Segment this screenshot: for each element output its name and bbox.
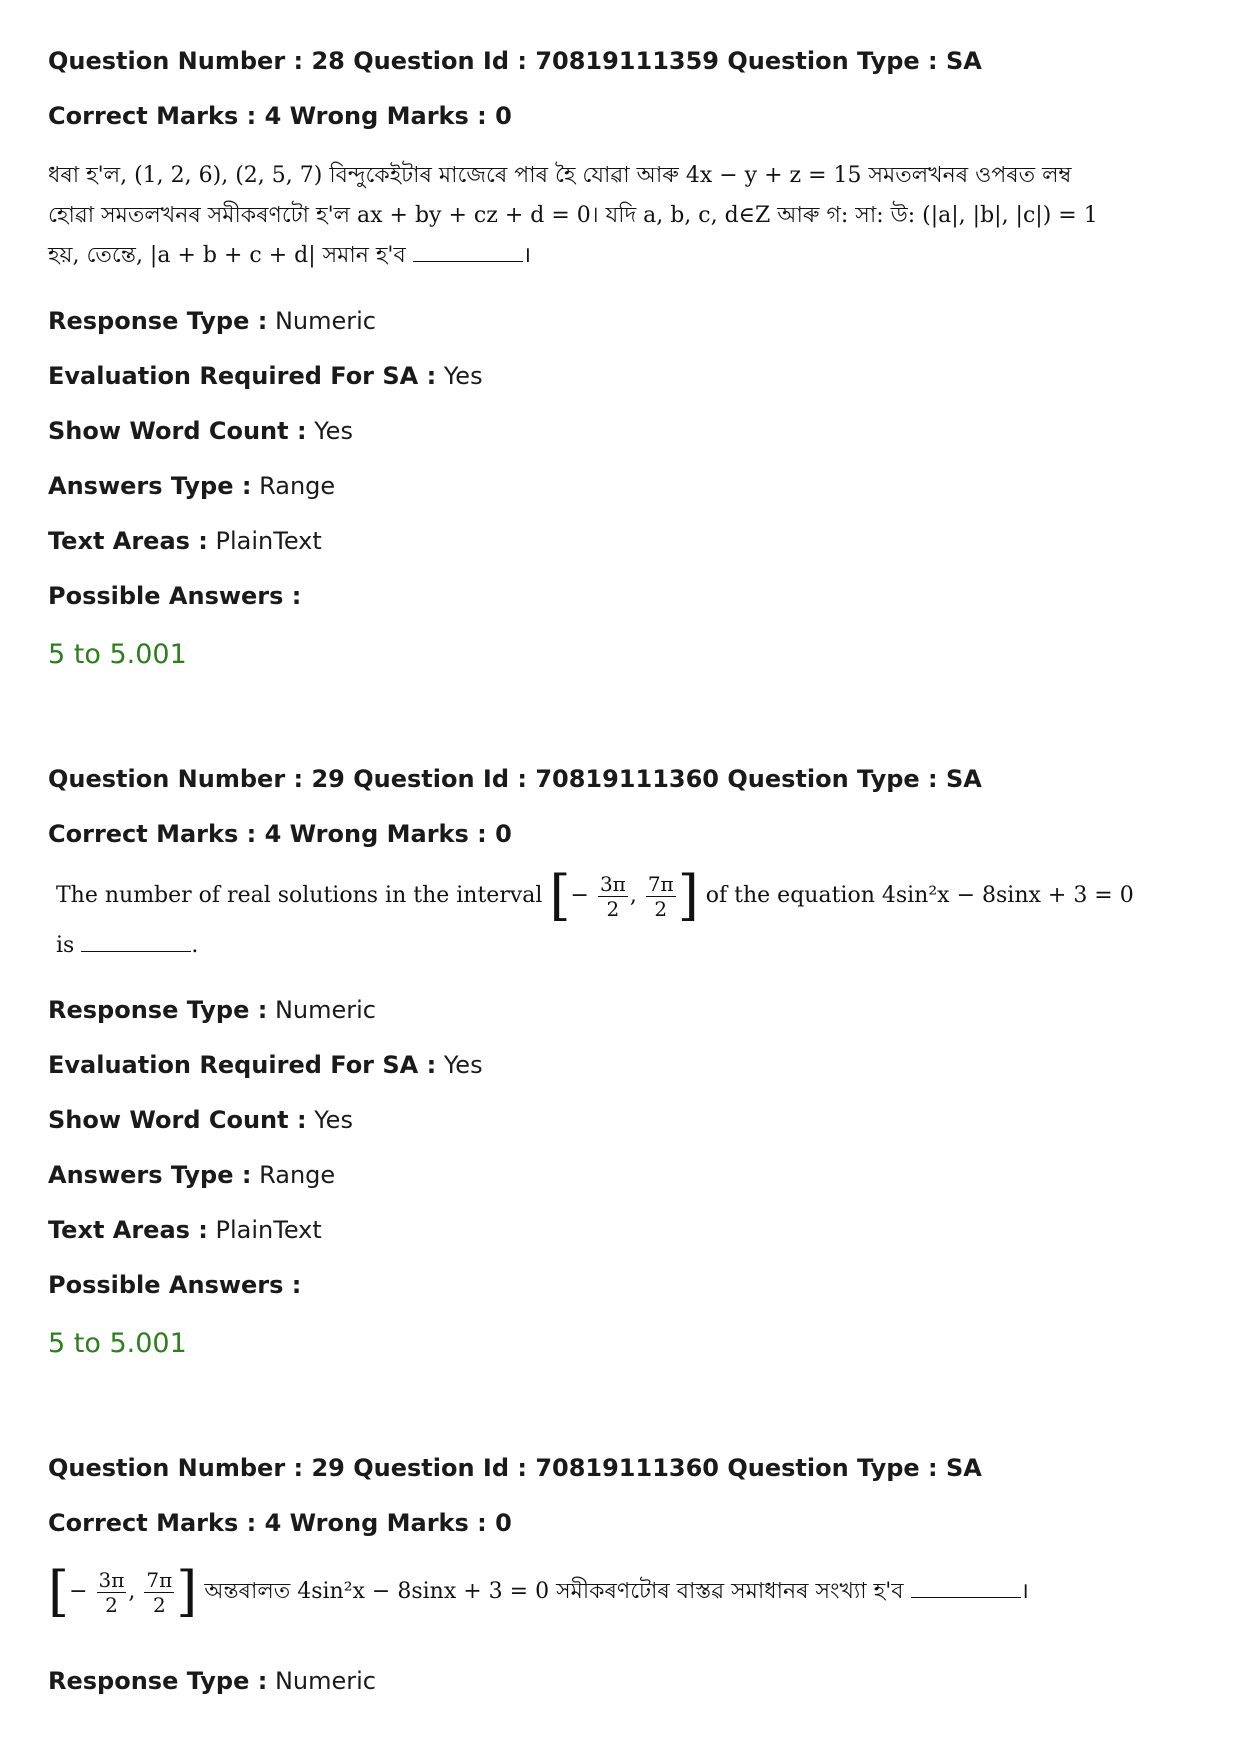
marks-line: Correct Marks : 4 Wrong Marks : 0 <box>48 102 512 130</box>
question-header: Question Number : 29 Question Id : 70819111360 Question Type : SA <box>48 765 982 793</box>
question-text <box>48 1560 1029 1624</box>
evaluation-row: Evaluation Required For SA : Yes <box>48 1051 483 1079</box>
evaluation-row: Evaluation Required For SA : Yes <box>48 362 483 390</box>
possible-answers-label: Possible Answers : <box>48 1271 302 1299</box>
left-bracket: [ <box>549 864 571 927</box>
answers-type-row: Answers Type : Range <box>48 1161 336 1189</box>
question-line: হোৱা সমতলখনৰ সমীকৰণটো হ'ল ax + by + cz + d = 0। যদি a, b, c, d∈Z আৰু গ: সা: উ: (|a|, |b|, |c|) = 1 <box>48 203 1098 228</box>
question-header: Question Number : 29 Question Id : 70819111360 Question Type : SA <box>48 1454 982 1482</box>
possible-answers-label: Possible Answers : <box>48 582 302 610</box>
question-line: The number of real solutions in the interval [− $\frac{3\pi}{2}$ , $\frac{7\pi}{2}$ ] of the equation 4sin²x − 8sinx + 3 = 0 <box>56 864 1134 927</box>
response-type-row: Response Type : Numeric <box>48 996 376 1024</box>
answer-blank <box>81 931 191 952</box>
question-text <box>56 866 1134 966</box>
fraction: $\frac{3\pi}{2}$ <box>98 1567 125 1617</box>
question-line: হয়, তেন্তে, |a + b + c + d| সমান হ'ব । <box>48 243 532 268</box>
question-text <box>48 156 1098 276</box>
right-bracket: ] <box>677 864 699 927</box>
question-line: ধৰা হ'ল, (1, 2, 6), (2, 5, 7) বিন্দুকেইটাৰ মাজেৰে পাৰ হৈ যোৱা আৰু 4x − y + z = 15 সমতলখনৰ ওপৰত লম্ব <box>48 163 1072 188</box>
fraction: $\frac{7\pi}{2}$ <box>146 1567 173 1617</box>
response-type-row: Response Type : Numeric <box>48 307 376 335</box>
text-areas-row: Text Areas : PlainText <box>48 1216 322 1244</box>
question-line: [− $\frac{3\pi}{2}$ , $\frac{7\pi}{2}$ ] অন্তৰালত 4sin²x − 8sinx + 3 = 0 সমীকৰণটোৰ বাস্তৱ সমাধানৰ সংখ্যা হ'ব । <box>48 1560 1029 1623</box>
fraction: $\frac{7\pi}{2}$ <box>647 871 674 921</box>
right-bracket: ] <box>176 1560 198 1623</box>
question-line: is . <box>56 933 199 958</box>
possible-answer: 5 to 5.001 <box>48 1328 187 1359</box>
response-type-row: Response Type : Numeric <box>48 1667 376 1695</box>
answer-blank <box>911 1577 1021 1598</box>
possible-answer: 5 to 5.001 <box>48 639 187 670</box>
marks-line: Correct Marks : 4 Wrong Marks : 0 <box>48 1509 512 1537</box>
marks-line: Correct Marks : 4 Wrong Marks : 0 <box>48 820 512 848</box>
left-bracket: [ <box>48 1560 70 1623</box>
fraction: $\frac{3\pi}{2}$ <box>599 871 626 921</box>
question-header: Question Number : 28 Question Id : 70819111359 Question Type : SA <box>48 47 982 75</box>
text-areas-row: Text Areas : PlainText <box>48 527 322 555</box>
answers-type-row: Answers Type : Range <box>48 472 336 500</box>
word-count-row: Show Word Count : Yes <box>48 417 353 445</box>
answer-blank <box>413 241 523 262</box>
word-count-row: Show Word Count : Yes <box>48 1106 353 1134</box>
